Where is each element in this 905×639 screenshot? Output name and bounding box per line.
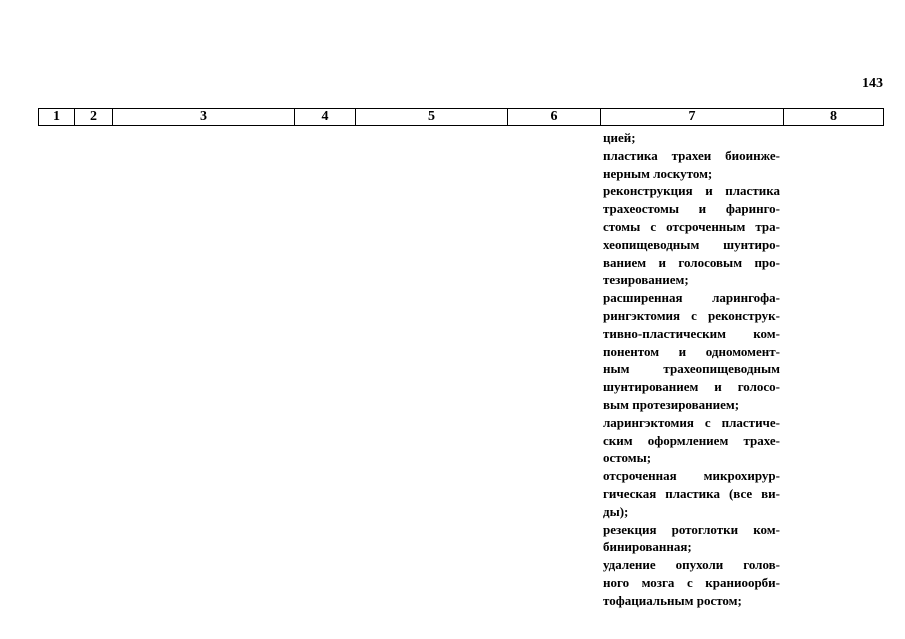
- column-header-2: 2: [75, 109, 113, 126]
- text-line: нерным лоскутом;: [603, 165, 713, 181]
- text-line: ного мозга с краниоорби-: [603, 574, 780, 590]
- text-line: расширенная ларингофа-: [603, 290, 780, 306]
- text-line: хеопищеводным шунтиро-: [603, 236, 780, 252]
- column-header-table: [38, 108, 884, 126]
- text-line: остомы;: [603, 450, 652, 466]
- page-number: 143: [862, 76, 883, 91]
- text-line: рингэктомия с реконструк-: [603, 307, 780, 323]
- column-header-3: 3: [113, 109, 295, 126]
- text-line: гическая пластика (все ви-: [603, 485, 780, 501]
- text-line: вым протезированием;: [603, 396, 740, 412]
- text-line: тезированием;: [603, 272, 689, 288]
- text-line: стомы с отсроченным тра-: [603, 218, 780, 234]
- text-line: ванием и голосовым про-: [603, 254, 780, 270]
- column-header-5: 5: [356, 109, 508, 126]
- column-header-6: 6: [508, 109, 601, 126]
- column-header-7: 7: [601, 109, 784, 126]
- text-line: пластика трахеи биоинже-: [603, 147, 780, 163]
- column-header-4: 4: [295, 109, 356, 126]
- text-line: ным трахеопищеводным: [603, 361, 780, 377]
- text-line: ским оформлением трахе-: [603, 432, 780, 448]
- text-line: тофациальным ростом;: [603, 592, 742, 608]
- text-line: резекция ротоглотки ком-: [603, 521, 780, 537]
- text-line: ларингэктомия с пластиче-: [603, 414, 780, 430]
- text-line: реконструкция и пластика: [603, 183, 780, 199]
- text-line: трахеостомы и фаринго-: [603, 201, 780, 217]
- text-line: отсроченная микрохирур-: [603, 468, 780, 484]
- text-line: цией;: [603, 130, 636, 145]
- text-line: бинированная;: [603, 539, 692, 555]
- column-header-8: 8: [784, 109, 884, 126]
- column-header-1: 1: [39, 109, 75, 126]
- text-line: понентом и одномомент-: [603, 343, 780, 359]
- text-line: шунтированием и голосо-: [603, 379, 780, 395]
- text-line: ды);: [603, 503, 629, 519]
- text-line: тивно-пластическим ком-: [603, 325, 780, 341]
- column-7-text: [603, 129, 780, 610]
- text-line: удаление опухоли голов-: [603, 557, 780, 573]
- header-row: [39, 109, 884, 126]
